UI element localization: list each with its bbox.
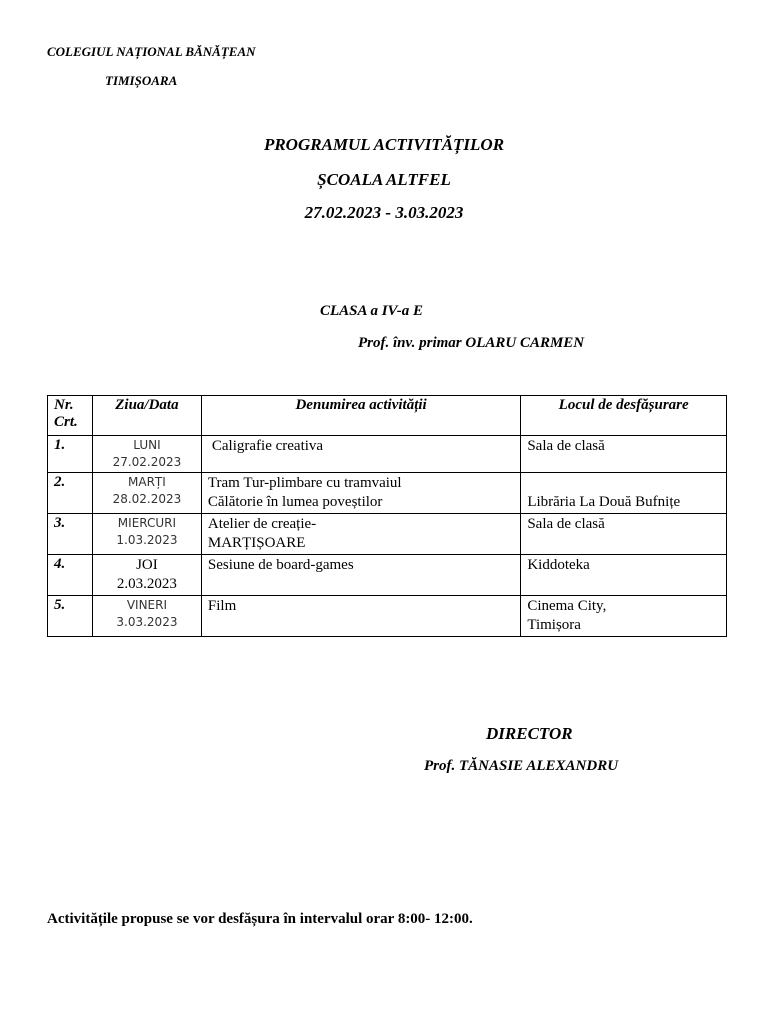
activity-line: Călătorie în lumea poveștilor [207,494,383,510]
row-location [521,555,727,596]
row-day: MARȚI [128,475,166,489]
location-line: Cinema City, [527,598,607,614]
location-line: Sala de clasă [527,516,605,532]
table-row [48,473,727,514]
header-nr: Nr. Crt. [48,396,93,436]
school-city: TIMIȘOARA [105,73,178,88]
teacher-name: Prof. înv. primar OLARU CARMEN [358,335,585,351]
activity-line: Caligrafie creativa [211,438,324,454]
header-location: Locul de desfășurare [521,396,727,436]
schedule-time-note: Activitățile propuse se vor desfășura în intervalul orar 8:00- 12:00. [47,911,473,927]
activity-line: Atelier de creație- [207,516,317,532]
row-activity [201,514,520,555]
row-location [521,514,727,555]
row-activity [201,436,520,473]
row-date-cell [92,596,201,637]
row-nr: 1. [48,436,93,473]
row-day: MIERCURI [117,516,177,530]
row-day: JOI [136,557,158,573]
row-date-cell [92,436,201,473]
location-line: Timișora [527,617,581,633]
row-date-cell [92,514,201,555]
table-row [48,555,727,596]
table-row [48,514,727,555]
location-line: Librăria La Două Bufnițe [527,494,681,510]
row-activity [201,473,520,514]
document-title: PROGRAMUL ACTIVITĂȚILOR [263,135,505,154]
row-nr: 3. [48,514,93,555]
row-date: 28.02.2023 [112,492,182,506]
table-row [48,596,727,637]
activity-line: Film [207,598,237,614]
row-location [521,596,727,637]
row-nr: 4. [48,555,93,596]
activity-line: MARȚIȘOARE [207,535,306,551]
row-date: 1.03.2023 [116,533,178,547]
activity-line: Tram Tur-plimbare cu tramvaiul [207,475,402,491]
row-day: LUNI [133,438,161,452]
location-line: Kiddoteka [527,557,590,573]
header-date: Ziua/Data [92,396,201,436]
location-line: Sala de clasă [527,438,605,454]
row-activity [201,555,520,596]
row-date-cell [92,473,201,514]
document-date-range: 27.02.2023 - 3.03.2023 [304,203,464,222]
school-name: COLEGIUL NAȚIONAL BĂNĂȚEAN [47,44,256,59]
document-subtitle: ȘCOALA ALTFEL [317,170,451,189]
class-name: CLASA a IV-a E [320,303,423,319]
row-activity [201,596,520,637]
header-activity: Denumirea activității [201,396,520,436]
activity-schedule-table [47,395,727,637]
row-date: 27.02.2023 [112,455,182,469]
row-location [521,473,727,514]
table-row [48,436,727,473]
row-date: 3.03.2023 [116,615,178,629]
row-nr: 5. [48,596,93,637]
row-location [521,436,727,473]
row-date-cell [92,555,201,596]
director-title: DIRECTOR [486,724,573,743]
row-day: VINERI [126,598,168,612]
activity-line: Sesiune de board-games [207,557,354,573]
table-header-row [48,396,727,436]
director-name: Prof. TĂNASIE ALEXANDRU [424,758,619,774]
row-nr: 2. [48,473,93,514]
row-date: 2.03.2023 [116,576,177,592]
